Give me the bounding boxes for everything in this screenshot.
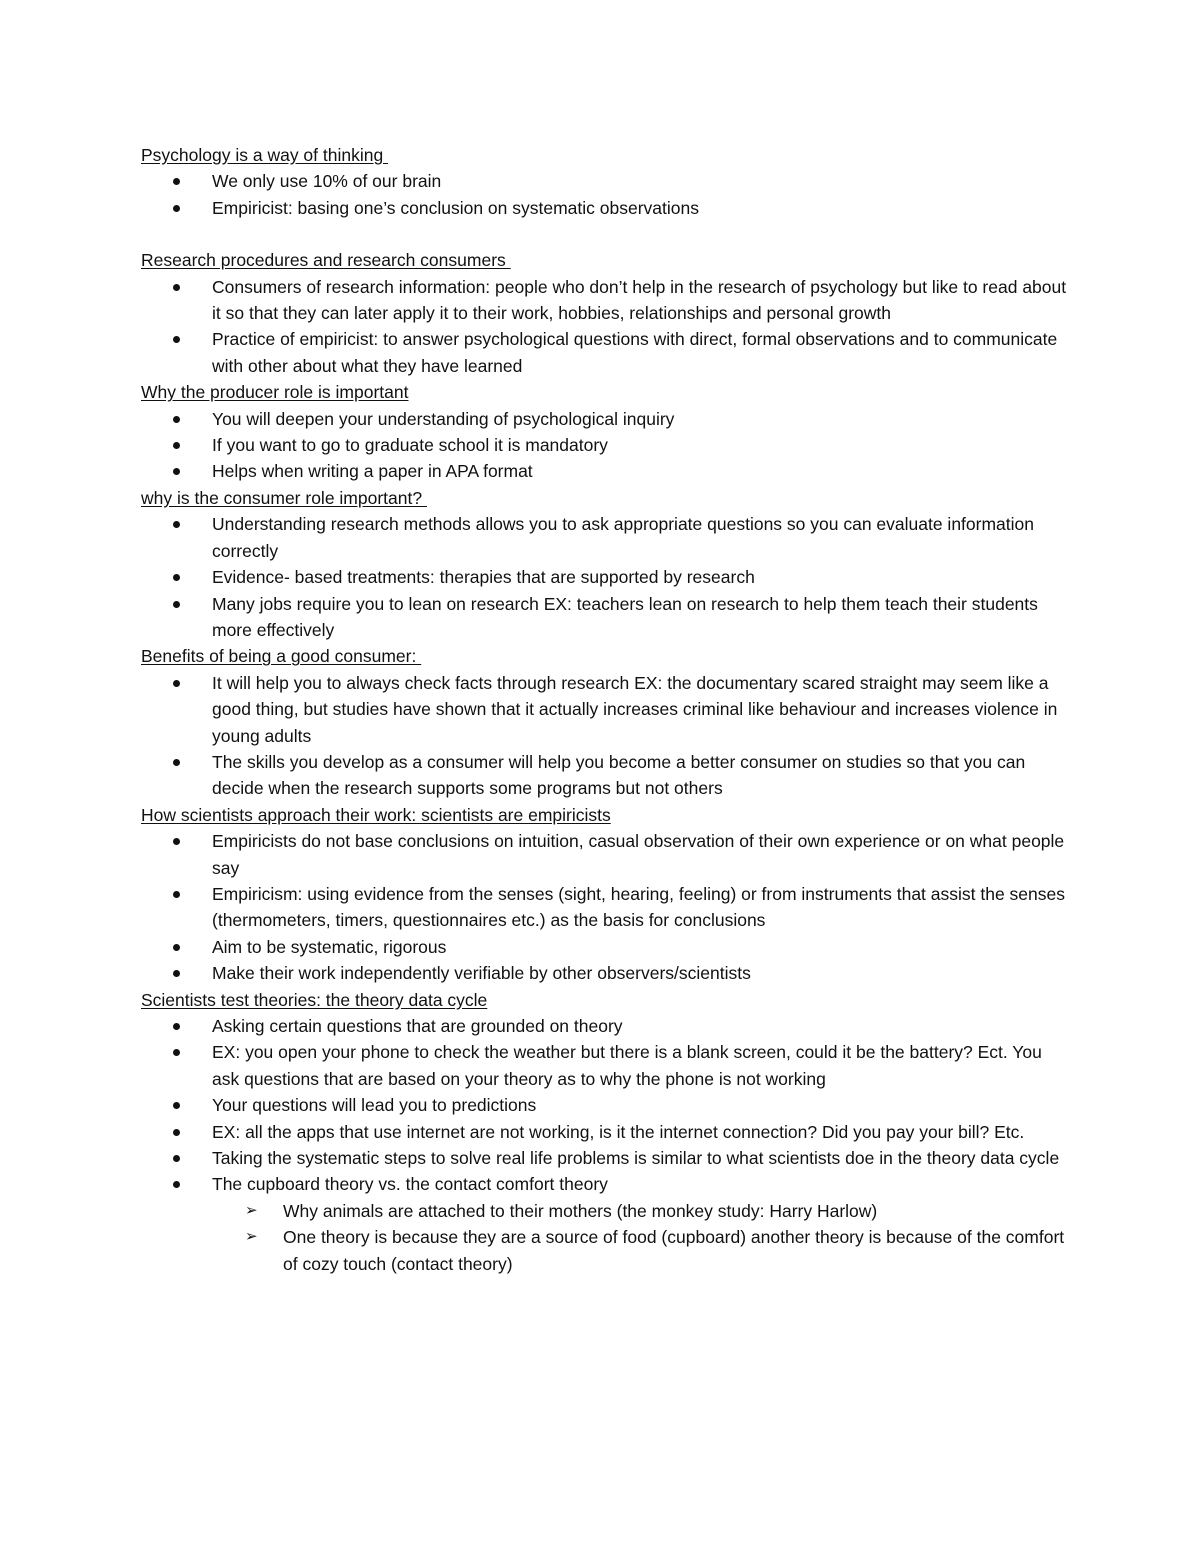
bullet-icon bbox=[173, 416, 180, 423]
list-item-text: Empiricists do not base conclusions on intuition, casual observation of their own experience or on what people say bbox=[212, 831, 1065, 878]
section-good-consumer bbox=[141, 643, 1070, 801]
section-producer-role bbox=[141, 379, 1070, 485]
bullet-icon bbox=[173, 944, 180, 951]
section-heading: why is the consumer role important? bbox=[141, 487, 427, 508]
bullet-list bbox=[141, 406, 1070, 485]
list-item-text: Taking the systematic steps to solve real life problems is similar to what scientists doe in the theory data cycle bbox=[212, 1148, 1060, 1169]
list-item-text: The cupboard theory vs. the contact comfort theory bbox=[212, 1174, 608, 1195]
list-item bbox=[141, 1013, 1070, 1039]
bullet-list bbox=[141, 828, 1070, 986]
list-item-text: Empiricism: using evidence from the senses (sight, hearing, feeling) or from instruments that assist the senses (thermometers, timers, questionnaires etc.) as the basis for conclusions bbox=[212, 883, 1066, 931]
list-item bbox=[141, 934, 1070, 960]
bullet-icon bbox=[173, 336, 180, 343]
list-item bbox=[141, 1119, 1070, 1145]
bullet-icon bbox=[173, 1155, 180, 1162]
bullet-icon bbox=[173, 891, 180, 898]
arrow-bullet-icon: ➢ bbox=[245, 1228, 258, 1246]
list-item bbox=[141, 326, 1070, 379]
arrow-bullet-icon: ➢ bbox=[245, 1201, 258, 1219]
bullet-icon bbox=[173, 205, 180, 212]
sub-list-item-text: One theory is because they are a source of food (cupboard) another theory is because of the comfort of cozy touch (contact theory) bbox=[283, 1227, 1065, 1274]
list-item bbox=[141, 168, 1070, 194]
list-item-text: Empiricist: basing one’s conclusion on systematic observations bbox=[212, 197, 699, 218]
list-item-text: Helps when writing a paper in APA format bbox=[212, 461, 533, 482]
bullet-icon bbox=[173, 601, 180, 608]
bullet-icon bbox=[173, 574, 180, 581]
bullet-icon bbox=[173, 1129, 180, 1136]
list-item-text: Understanding research methods allows you to ask appropriate questions so you can evaluate information correctly bbox=[212, 514, 1035, 561]
bullet-list bbox=[141, 670, 1070, 802]
bullet-list bbox=[141, 274, 1070, 380]
bullet-icon bbox=[173, 1023, 180, 1030]
list-item bbox=[141, 406, 1070, 432]
list-item-text: Make their work independently verifiable by other observers/scientists bbox=[212, 963, 751, 984]
list-item-text: The skills you develop as a consumer will help you become a better consumer on studies so that you can decide when the research supports some programs but not others bbox=[212, 751, 1026, 799]
list-item bbox=[141, 828, 1070, 881]
list-item bbox=[141, 1039, 1070, 1092]
section-heading: How scientists approach their work: scientists are empiricists bbox=[141, 804, 611, 825]
list-item bbox=[141, 591, 1070, 644]
list-item bbox=[141, 195, 1070, 221]
section-scientists-empiricists bbox=[141, 802, 1070, 987]
list-item bbox=[141, 960, 1070, 986]
bullet-icon bbox=[173, 838, 180, 845]
list-item-text: You will deepen your understanding of psychological inquiry bbox=[212, 408, 675, 429]
list-item-text: Aim to be systematic, rigorous bbox=[212, 936, 447, 957]
bullet-icon bbox=[173, 759, 180, 766]
list-item bbox=[141, 1092, 1070, 1118]
list-item bbox=[141, 881, 1070, 934]
list-item-text: EX: you open your phone to check the weather but there is a blank screen, could it be the battery? Ect. You ask questions that are based on your theory as to why the phone is not working bbox=[212, 1042, 1042, 1089]
sub-list-item bbox=[141, 1198, 1070, 1224]
bullet-list bbox=[141, 1013, 1070, 1277]
bullet-icon bbox=[173, 178, 180, 185]
bullet-list bbox=[141, 168, 1070, 221]
bullet-icon bbox=[173, 284, 180, 291]
list-item bbox=[141, 274, 1070, 327]
section-heading: Research procedures and research consumers bbox=[141, 250, 511, 271]
list-item-text: EX: all the apps that use internet are not working, is it the internet connection? Did you pay your bill? Etc. bbox=[212, 1121, 1025, 1142]
list-item-text: Many jobs require you to lean on research EX: teachers lean on research to help them teach their students more effectively bbox=[212, 593, 1038, 640]
section-heading: Why the producer role is important bbox=[141, 382, 409, 403]
list-item bbox=[141, 564, 1070, 590]
section-heading: Benefits of being a good consumer: bbox=[141, 646, 422, 667]
section-research-consumers bbox=[141, 247, 1070, 379]
list-item bbox=[141, 432, 1070, 458]
list-item-text: Evidence- based treatments: therapies that are supported by research bbox=[212, 567, 755, 588]
bullet-icon bbox=[173, 1102, 180, 1109]
list-item-text: Asking certain questions that are grounded on theory bbox=[212, 1016, 623, 1036]
section-heading: Scientists test theories: the theory data cycle bbox=[141, 989, 488, 1010]
list-item bbox=[141, 458, 1070, 484]
list-item bbox=[141, 1145, 1070, 1171]
bullet-icon bbox=[173, 442, 180, 449]
list-item bbox=[141, 1171, 1070, 1197]
sub-list-item bbox=[141, 1224, 1070, 1277]
bullet-icon bbox=[173, 970, 180, 977]
bullet-icon bbox=[173, 521, 180, 528]
bullet-icon bbox=[173, 1181, 180, 1188]
bullet-icon bbox=[173, 1049, 180, 1056]
list-item-text: Practice of empiricist: to answer psychological questions with direct, formal observations and to communicate with other about what they have learned bbox=[212, 329, 1058, 376]
list-item-text: We only use 10% of our brain bbox=[212, 171, 442, 192]
bullet-icon bbox=[173, 680, 180, 687]
list-item-text: If you want to go to graduate school it is mandatory bbox=[212, 435, 608, 456]
bullet-list bbox=[141, 511, 1070, 643]
section-consumer-role bbox=[141, 485, 1070, 643]
list-item bbox=[141, 511, 1070, 564]
list-item-text: Your questions will lead you to predictions bbox=[212, 1095, 537, 1116]
list-item-text: It will help you to always check facts through research EX: the documentary scared straight may seem like a good thing, but studies have shown that it actually increases criminal like behaviour and increases violence in young adults bbox=[212, 672, 1058, 746]
section-way-of-thinking bbox=[141, 142, 1070, 221]
list-item bbox=[141, 670, 1070, 749]
section-theory-data-cycle bbox=[141, 987, 1070, 1277]
list-item-text: Consumers of research information: people who don’t help in the research of psychology but like to read about it so that they can later apply it to their work, hobbies, relationships and personal growth bbox=[212, 276, 1067, 324]
list-item bbox=[141, 749, 1070, 802]
bullet-icon bbox=[173, 468, 180, 475]
section-heading: Psychology is a way of thinking bbox=[141, 145, 389, 165]
sub-list-item-text: Why animals are attached to their mothers (the monkey study: Harry Harlow) bbox=[283, 1200, 878, 1221]
